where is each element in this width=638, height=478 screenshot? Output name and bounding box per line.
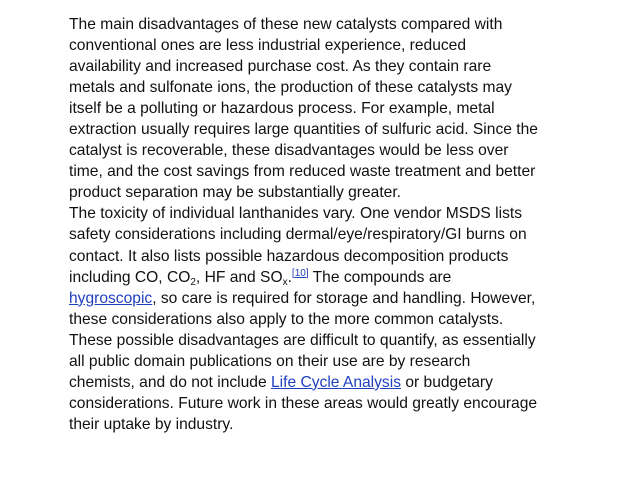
toxicity-text-2: , HF and SO — [195, 268, 283, 286]
toxicity-text-5: , so care is required for storage and handling. However, these considerations also apply to the more common catalysts. — [69, 289, 536, 328]
paragraph-disadvantages: The main disadvantages of these new catalysts compared with conventional ones are less industrial experience, reduced availability and increased purchase cost. As they contain rare metals and sulfonate ions, the production of these catalysts may itself be a polluting or hazardous process. For example, metal extraction usually requires large quantities of sulfuric acid. Since the catalyst is recoverable, these disadvantages would be less over time, and the cost savings from reduced waste treatment and better product separation may be substantially greater. — [69, 16, 538, 202]
toxicity-text-1: The toxicity of individual lanthanides vary. One vendor MSDS lists safety considerations including dermal/eye/respiratory/GI burns on contact. It also lists possible hazardous decomposition products including CO, CO — [69, 205, 527, 286]
quantify-text-2: or budgetary considerations. Future work in these areas would greatly encourage their uptake by industry. — [69, 373, 538, 433]
toxicity-text-3: . — [287, 268, 292, 286]
sox-subscript: x — [282, 276, 288, 288]
citation-10-link[interactable]: [10] — [291, 267, 309, 279]
co2-subscript: 2 — [190, 276, 196, 288]
citation-10[interactable] — [292, 268, 309, 279]
paragraph-toxicity — [69, 203, 539, 329]
life-cycle-analysis-link[interactable]: Life Cycle Analysis — [270, 373, 401, 391]
paragraph-quantify — [69, 330, 539, 435]
article-body — [69, 14, 539, 435]
hygroscopic-link[interactable]: hygroscopic — [69, 289, 153, 307]
quantify-text-1: These possible disadvantages are difficult to quantify, as essentially all public domain publications on their use are by research chemists, and do not include — [69, 331, 536, 391]
toxicity-text-4: The compounds are — [308, 268, 452, 286]
